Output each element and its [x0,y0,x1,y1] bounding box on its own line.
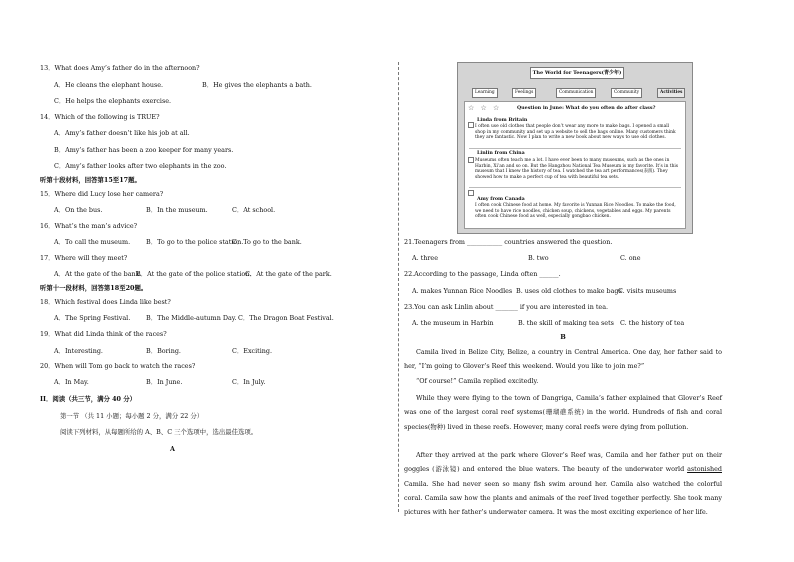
q23-stem: 23.You can ask Linlin about _______ if you are interested in tea. [404,303,609,311]
q19-option-c: C．Exciting. [232,347,273,355]
q20-stem: 20．When will Tom go back to watch the races? [40,362,196,370]
post-text-amy: I often cook Chinese food at home. My favorite is Yunnan Rice Noodles. To make the food, we need to have rice noodles, chicken soup, chickens, vegetables and eggs. My parents often cook Chinese food as well, especially gongbao chicken. [475,203,676,220]
q13-option-a: A．He cleans the elephant house. [54,81,164,89]
passage-b-paragraph-3: While they were flying to the town of Dangriga, Camila’s father explained that Glover’s Reef was one of the largest coral reef systems(珊瑚礁系统) in the world. Hundreds of fish and coral species(物种) lived in these reefs. However, many coral reefs were dying from pollution. [404,394,722,431]
section-10-heading: 听第十段材料，回答第15至17题。 [40,176,141,184]
q18-option-a: A．The Spring Festival. [54,314,131,322]
checkbox-icon [468,122,474,128]
q18-stem: 18．Which festival does Linda like best? [40,298,171,306]
underlined-word: astonished [687,465,722,474]
q21-option-b: B. two [528,254,549,262]
q14-option-c: C．Amy’s father looks after two elephants in the zoo. [54,162,227,170]
passage-b-label: B [560,333,566,341]
post-separator [469,148,681,149]
q23-option-b: B. the skill of making tea sets [518,319,614,327]
q16-option-b: B．To go to the police station. [146,238,244,246]
q17-option-a: A．At the gate of the bank. [54,270,142,278]
tab-community: Community [611,88,642,98]
q14-option-b: B．Amy’s father has been a zoo keeper for many years. [54,146,234,154]
q14-stem: 14．Which of the following is TRUE? [40,113,160,121]
figure-tabs [468,88,686,98]
figure-title: The World for Teenagers(青少年) [530,67,624,79]
tab-feelings: Feelings [512,88,536,98]
q21-option-c: C. one [620,254,641,262]
q16-option-a: A．To call the museum. [54,238,131,246]
passage-b-paragraph-4 [404,448,722,519]
q19-option-b: B．Boring. [146,347,181,355]
q22-option-a: A. makes Yunnan Rice Noodles [412,287,513,295]
q16-option-c: C．To go to the bank. [232,238,302,246]
website-figure [457,62,693,234]
post-separator [469,187,681,188]
q23-option-c: C. the history of tea [620,319,685,327]
q15-option-c: C．At school. [232,206,276,214]
q21-stem: 21.Teenagers from ___________ countries answered the question. [404,238,613,246]
q22-option-b: B. uses old clothes to make bags [516,287,622,295]
reading-instructions: 阅读下列材料，从每题所给的 A、B、C 三个选项中，选出最佳选项。 [60,428,258,436]
q13-option-c: C．He helps the elephants exercise. [54,97,172,105]
post-name-linda: Linda from Britain [477,117,528,123]
q15-option-a: A．On the bus. [54,206,103,214]
figure-content-panel [464,101,686,229]
post-text-linda: I often use old clothes that people don’t wear any more to make bags. I opened a small shop in my community and set up a website to sell the bags online. Many customers think they are fantastic. Now I plan to write a new book about new ways to use old clothes. [475,124,676,141]
star-icons: ☆ ☆ ☆ [468,104,502,112]
q20-option-a: A．In May. [54,378,89,386]
post-name-linlin: Linlin from China [477,150,525,156]
q19-stem: 19．What did Linda think of the races? [40,330,167,338]
q18-option-c: C．The Dragon Boat Festival. [238,314,334,322]
q17-option-c: C．At the gate of the park. [245,270,332,278]
column-divider [398,62,399,512]
q20-option-c: C．In July. [232,378,266,386]
q17-stem: 17．Where will they meet? [40,254,128,262]
q22-stem: 22.According to the passage, Linda often ______. [404,270,561,278]
q15-option-b: B．In the museum. [146,206,208,214]
passage-b-paragraph-2: “Of course!” Camila replied excitedly. [416,377,539,385]
figure-question: Question in June: What do you often do after class? [517,105,656,111]
checkbox-icon [468,157,474,163]
q13-stem: 13．What does Amy’s father do in the afternoon? [40,64,200,72]
q13-option-b: B．He gives the elephants a bath. [202,81,312,89]
checkbox-icon [468,190,474,196]
q18-option-b: B．The Middle-autumn Day. [146,314,237,322]
post-text-linlin: Museums often teach me a lot. I have ever been to many museums, such as the ones in Harbin, Xi’an and so on. But the Hangzhou National Tea Museum is my favorite. It’s in this museum that I knew the history of tea. I watched the tea art performances(表演). They showed how to make a perfect cup of tea with beautiful tea sets. [475,158,679,180]
passage-b-paragraph-1: Camila lived in Belize City, Belize, a country in Central America. One day, her father said to her, “I’m going to Glover’s Reef this weekend. Would you like to join me?” [404,348,722,371]
passage-a-label: A [170,445,175,453]
post-name-amy: Amy from Canada [477,196,525,202]
q21-option-a: A. three [412,254,438,262]
q17-option-b: B．At the gate of the police station. [136,270,252,278]
section-1-heading: 第一节 （共 11 小题；每小题 2 分，满分 22 分） [60,412,204,420]
q15-stem: 15．Where did Lucy lose her camera? [40,190,164,198]
tab-learning: Learning [472,88,498,98]
paragraph-4-part-2: Camila. She had never seen so many fish swim around her. Camila also watched the colorful coral. Camila saw how the plants and animals of the reef lived together perfectly. She took many pictures with her father’s underwater camera. It was the most exciting experience of her life. [404,479,722,517]
q19-option-a: A．Interesting. [54,347,103,355]
tab-activities: Activities [657,88,685,98]
paragraph-4-part-1: After they arrived at the park where Glover’s Reef was, Camila and her father put on their goggles (游泳镜) and entered the blue waters. The beauty of the underwater world [404,451,722,474]
tab-communication: Communication [556,88,596,98]
q20-option-b: B．In June. [146,378,183,386]
q16-stem: 16．What’s the man’s advice? [40,222,138,230]
q23-option-a: A. the museum in Harbin [412,319,494,327]
section-11-heading: 听第十一段材料，回答第18至20题。 [40,284,148,292]
part-ii-heading: II．阅读（共三节，满分 40 分） [40,395,137,403]
q14-option-a: A．Amy’s father doesn’t like his job at all. [54,129,190,137]
q22-option-c: C. visits museums [618,287,677,295]
